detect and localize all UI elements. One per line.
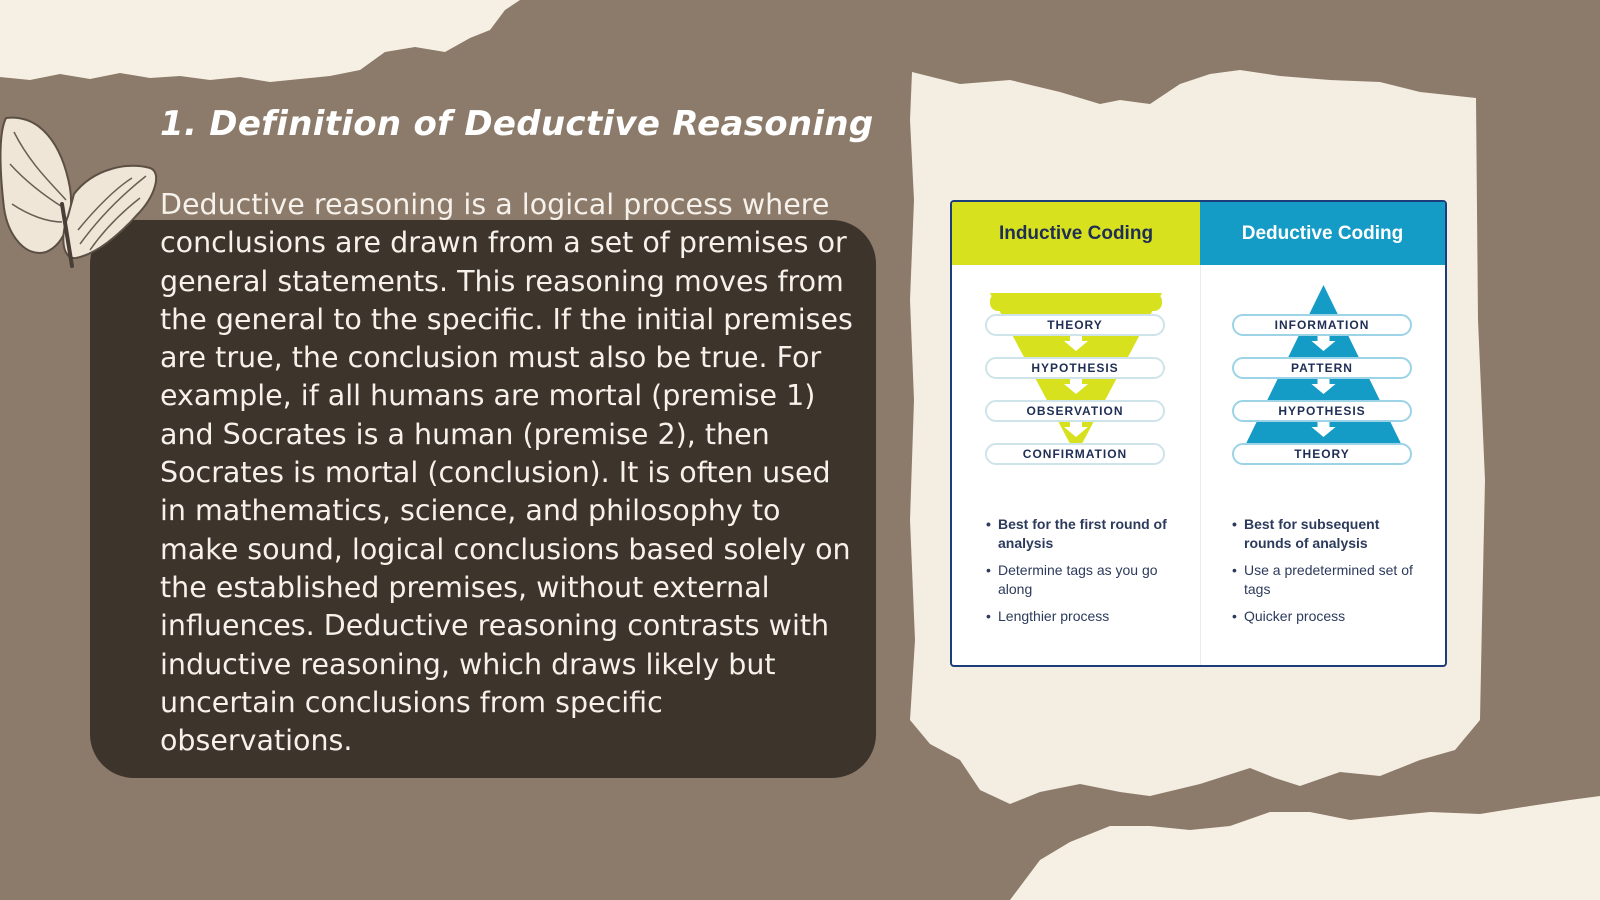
slide-body-text: Deductive reasoning is a logical process where conclusions are drawn from a set of premises or general statements. This reasoning moves from the general to the specific. If the initial premises are true, the conclusion must also be true. For example, if all humans are mortal (premise 1) and Socrates is a human (premise 2), then Socrates is mortal (conclusion). It is often used in mathematics, science, and philosophy to make sound, logical conclusions based solely on the established premises, without external influences. Deductive reasoning contrasts with inductive reasoning, which draws likely but uncertain conclusions from specific observations. <box>160 188 853 758</box>
inductive-step: CONFIRMATION <box>985 443 1165 465</box>
torn-paper-bottom-right <box>1010 796 1600 900</box>
inductive-heading: Inductive Coding <box>952 202 1200 265</box>
inductive-bullets <box>986 515 1182 634</box>
inductive-step: THEORY <box>985 314 1165 336</box>
deductive-step: PATTERN <box>1232 357 1412 379</box>
list-item: • Quicker process <box>1232 607 1428 626</box>
slide-title: 1. Definition of Deductive Reasoning <box>160 104 874 144</box>
deductive-column <box>1200 202 1445 665</box>
deductive-step: HYPOTHESIS <box>1232 400 1412 422</box>
deductive-heading: Deductive Coding <box>1200 202 1445 265</box>
inductive-column <box>952 202 1200 665</box>
coding-infographic <box>950 200 1447 667</box>
list-item: • Best for the first round of analysis <box>986 515 1182 553</box>
deductive-bullets <box>1232 515 1428 634</box>
list-item: • Determine tags as you go along <box>986 561 1182 599</box>
list-item: • Use a predetermined set of tags <box>1232 561 1428 599</box>
list-item: • Best for subsequent rounds of analysis <box>1232 515 1428 553</box>
deductive-step: THEORY <box>1232 443 1412 465</box>
butterfly-icon <box>0 104 172 274</box>
torn-paper-top-left <box>0 0 520 82</box>
deductive-step: INFORMATION <box>1232 314 1412 336</box>
inductive-step: HYPOTHESIS <box>985 357 1165 379</box>
inductive-step: OBSERVATION <box>985 400 1165 422</box>
list-item: • Lengthier process <box>986 607 1182 626</box>
